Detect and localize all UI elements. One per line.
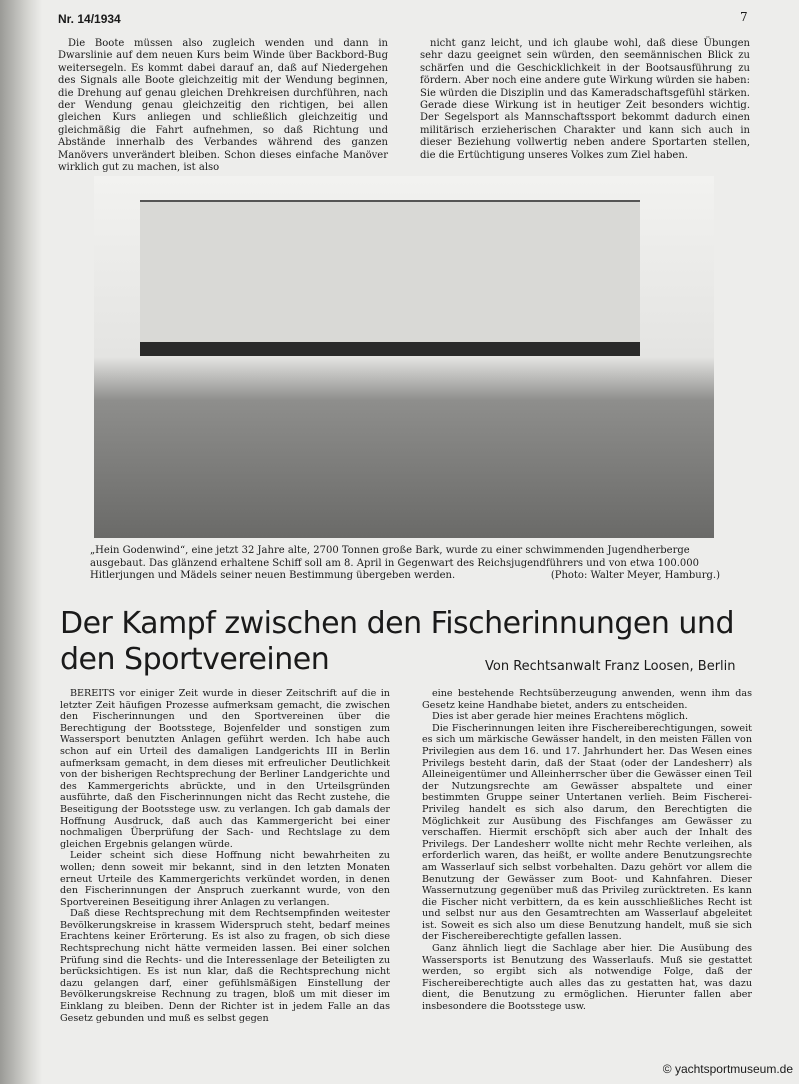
top-left-column <box>58 38 388 174</box>
paragraph: Leider scheint sich diese Hoffnung nicht bewahrheiten zu wollen; denn soweit mir bekannt, sind in den letzten Monaten erneut Urteile des Kammergerichts verkündet worden, in denen den Fischerinnungen der Anspruch zuerkannt wurde, von den Sportvereinen Beseitigung ihrer Anlagen zu verlangen. <box>60 850 390 908</box>
paragraph: Die Fischerinnungen leiten ihre Fischereiberechtigungen, soweit es sich um märkische Gewässer handelt, in den meisten Fällen von Privilegien aus dem 16. und 17. Jahrhundert her. Das Wesen eines Privilegs besteht darin, daß der Staat (oder der Landesherr) als Alleineigentümer und Alleinherrscher über die Gewässer einen Teil der Nutzungsrechte am Gewässer abspaltete und einer bestimmten Gruppe seiner Untertanen verlieh. Beim Fischerei-Privileg handelt es sich also darum, den Berechtigten die Möglichkeit zur Ausübung des Fischfanges am Gewässer zu verschaffen. Hiermit erschöpft sich aber auch der Inhalt des Privilegs. Der Landesherr wollte nicht mehr Rechte verleihen, als erforderlich waren, das heißt, er wollte andere Benutzungsrechte am Wasserlauf sich selbst vorbehalten. Dazu gehört vor allem die Benutzung der Gewässer zum Boot- und Kahnfahren. Dieser Wassernutzung gegenüber muß das Privileg zurücktreten. Es kann die Fischer nicht verbittern, da es kein ausschließliches Recht ist und selbst nur aus den Gesamtrechten am Wasserlauf abgeleitet ist. Soweit es sich also um diese Benutzung handelt, muß sie sich der Fischereiberechtigte gefallen lassen. <box>422 722 752 943</box>
paragraph: eine bestehende Rechtsüberzeugung anwenden, wenn ihm das Gesetz keine Handhabe bietet, anders zu entscheiden. <box>422 688 752 711</box>
caption-text: „Hein Godenwind“, eine jetzt 32 Jahre alte, 2700 Tonnen große Bark, wurde zu einer schwimmenden Jugendherberge ausgebaut. Das glänzend erhaltene Schiff soll am 8. April in Gegenwart des Reichsjugendführers und von etwa 100.000 Hitlerjungen und Mädels seiner neuen Bestimmung übergeben werden. <box>90 545 699 582</box>
issue-number: Nr. 14/1934 <box>58 12 121 26</box>
paragraph: BEREITS vor einiger Zeit wurde in dieser Zeitschrift auf die in letzter Zeit häufigen Prozesse aufmerksam gemacht, die zwischen den Fischerinnungen und den Sportvereinen über die Berechtigung der Bootsstege, Bojenfelder und sonstigen zum Wassersport benutzten Anlagen geführt werden. Ich habe auch schon auf ein Urteil des damaligen Landgerichts III in Berlin aufmerksam gemacht, in dem dieses mit erfreulicher Deutlichkeit von der bisherigen Rechtsprechung der Berliner Landgerichte und des Kammergerichts abrückte, und in den Urteilsgründen ausführte, daß den Fischerinnungen nicht das Recht zustehe, die Beseitigung der Bootsstege usw. zu verlangen. Ich gab damals der Hoffnung Ausdruck, daß auch das Kammergericht bei einer nochmaligen Überprüfung der Sach- und Rechtslage zu dem gleichen Ergebnis gelangen würde. <box>60 688 390 850</box>
page-number: 7 <box>740 10 748 24</box>
photo-caption <box>90 545 720 583</box>
article-right-column <box>422 688 752 1013</box>
binding-spine <box>0 0 42 1084</box>
paragraph: nicht ganz leicht, und ich glaube wohl, daß diese Übungen sehr dazu geeignet sein würden, den seemännischen Blick zu schärfen und die Geschicklichkeit in der Bootsausführung zu fördern. Aber noch eine andere gute Wirkung würden sie haben: Sie würden die Disziplin und das Kameradschaftsgefühl stärken. Gerade diese Wirkung ist in heutiger Zeit besonders wichtig. Der Segelsport als Mannschaftssport bekommt dadurch einen militärisch erzieherischen Charakter und kann sich auch in dieser Beziehung vollwertig neben andere Sportarten stellen, die die Ertüchtigung unseres Volkes zum Ziel haben. <box>420 38 750 161</box>
photo-credit: (Photo: Walter Meyer, Hamburg.) <box>550 570 720 582</box>
top-right-column <box>420 38 750 162</box>
ship-hull <box>140 200 640 356</box>
watermark-credit: © yachtsportmuseum.de <box>662 1062 793 1076</box>
article-byline: Von Rechtsanwalt Franz Loosen, Berlin <box>485 659 736 674</box>
article-title: Der Kampf zwischen den Fischerinnungen und den Sportvereinen <box>60 606 734 677</box>
paragraph: Ganz ähnlich liegt die Sachlage aber hier. Die Ausübung des Wassersports ist Benutzung des Wasserlaufs. Muß sie gestattet werden, so ergibt sich als notwendige Folge, daß der Fischereiberechtigte auch alles das zu gestatten hat, was dazu dient, die Benutzung zu ermöglichen. Hierunter fallen aber insbesondere die Bootsstege usw. <box>422 943 752 1013</box>
article-left-column <box>60 688 390 1024</box>
paragraph: Daß diese Rechtsprechung mit dem Rechtsempfinden weitester Bevölkerungskreise in krassem Widerspruch steht, bedarf meines Erachtens keiner Erörterung. Es ist also zu fragen, ob sich diese Rechtsprechung nicht hätte vermeiden lassen. Bei einer solchen Prüfung sind die Rechts- und die Interessenlage der Beteiligten zu berücksichtigen. Es ist nun klar, daß die Rechtsprechung nicht dazu gelangen darf, einer gefühlsmäßigen Einstellung der Bevölkerungskreise Rechnung zu tragen, bloß um mit dieser im Einklang zu bleiben. Denn der Richter ist in jedem Falle an das Gesetz gebunden und muß es selbst gegen <box>60 908 390 1024</box>
paragraph: Dies ist aber gerade hier meines Erachtens möglich. <box>432 711 689 723</box>
paragraph: Die Boote müssen also zugleich wenden und dann in Dwarslinie auf dem neuen Kurs beim Winde über Backbord-Bug weitersegeln. Es kommt dabei darauf an, daß auf Niedergehen des Signals alle Boote gleichzeitig mit der Wendung beginnen, die Drehung auf genau gleichen Drehkreisen durchführen, nach der Wendung genau gleichzeitig den richtigen, bei allen gleichen Kurs anliegen und schließlich gleichzeitig und gleichmäßig die Fahrt aufnehmen, so daß Richtung und Abstände innerhalb des Verbandes während des ganzen Manövers unverändert bleiben. Schon dieses einfache Manöver wirklich gut zu machen, ist also <box>58 38 388 174</box>
